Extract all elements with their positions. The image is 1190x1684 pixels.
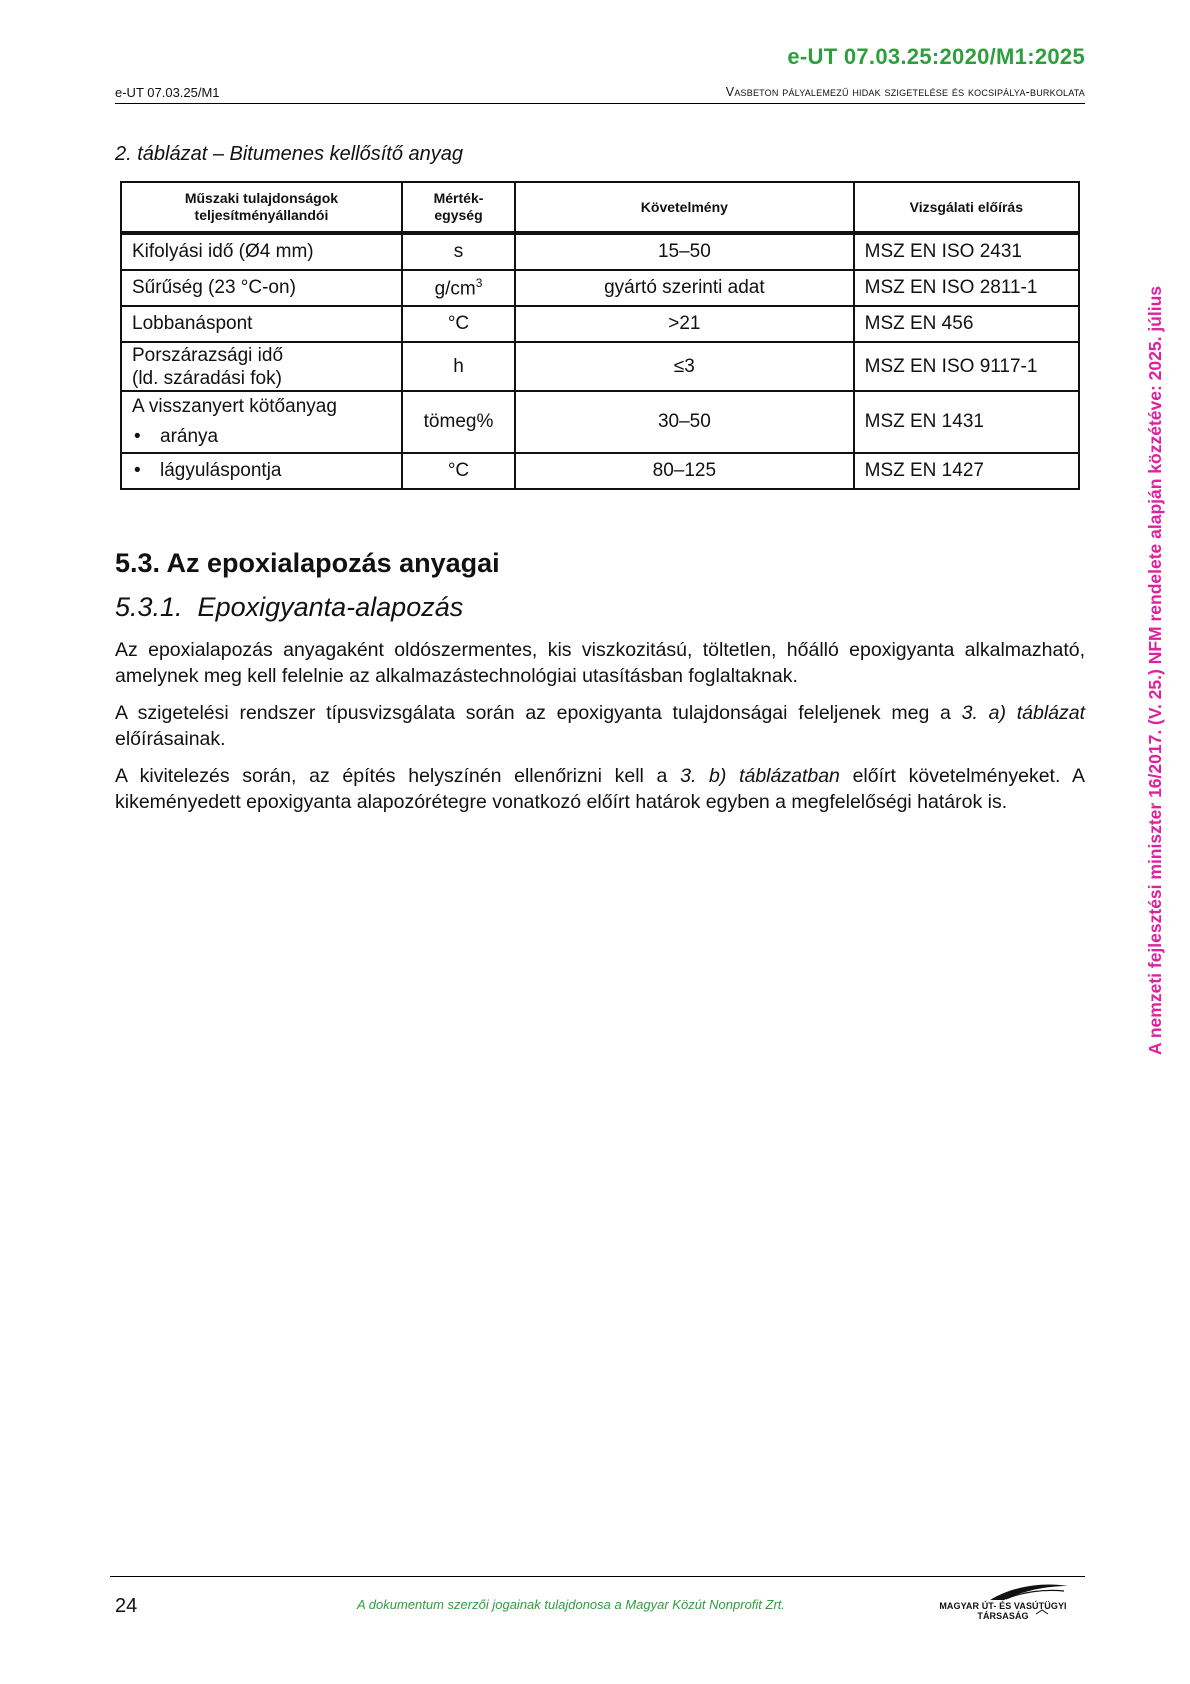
header-property-line2: teljesítményállandói xyxy=(194,207,329,223)
property-line2: (ld. száradási fok) xyxy=(132,367,282,389)
footer-divider xyxy=(110,1576,1085,1577)
footer-copyright: A dokumentum szerzői jogainak tulajdonosa a Magyar Közút Nonprofit Zrt. xyxy=(357,1597,786,1612)
table-row xyxy=(121,270,1079,306)
table-header-row xyxy=(121,182,1079,233)
header-divider xyxy=(115,103,1085,104)
paragraph-3-text-b: előírt követelményeket. A kikeményedett epoxigyanta alapozórétegre vonatkozó előírt határok egyben a megfelelőségi határok is. xyxy=(115,765,1085,813)
cell-standard: MSZ EN ISO 2431 xyxy=(854,233,1079,270)
table-row xyxy=(121,233,1079,270)
cell-standard: MSZ EN ISO 9117-1 xyxy=(854,342,1079,391)
header-requirement: Követelmény xyxy=(515,182,854,233)
cell-unit: s xyxy=(402,233,515,270)
cell-requirement: 30–50 xyxy=(515,391,854,453)
bullet-marker: • xyxy=(134,426,141,447)
publication-side-note: A nemzeti fejlesztési miniszter 16/2017. (V. 25.) NFM rendelete alapján közzétéve: 2025. július xyxy=(1145,285,1165,1055)
page-number: 24 xyxy=(115,1595,138,1617)
cell-property xyxy=(121,453,402,489)
cell-unit: °C xyxy=(402,306,515,342)
property-line2: aránya xyxy=(160,426,219,447)
paragraph-3-text-a: A kivitelezés során, az építés helyszínén ellenőrizni kell a xyxy=(115,765,681,787)
table-row xyxy=(121,391,1079,453)
unit-superscript: 3 xyxy=(475,275,483,290)
cell-unit: °C xyxy=(402,453,515,489)
section-heading: 5.3. Az epoxialapozás anyagai xyxy=(115,548,500,578)
cell-requirement: 80–125 xyxy=(515,453,854,489)
header-unit-line1: Mérték- xyxy=(433,190,484,206)
cell-standard: MSZ EN 1427 xyxy=(854,453,1079,489)
paragraph-2-text-b: előírásainak. xyxy=(115,728,226,750)
bullet-marker: • xyxy=(134,460,141,481)
table-reference: 3. b) táblázatban xyxy=(680,765,840,787)
paragraph-2 xyxy=(115,700,1085,752)
property-line1: A visszanyert kötőanyag xyxy=(132,396,337,417)
cell-property xyxy=(121,391,402,453)
cell-property: Lobbanáspont xyxy=(121,306,402,342)
header-unit-line2: egység xyxy=(434,207,483,223)
subsection-heading: 5.3.1. Epoxigyanta-alapozás xyxy=(115,592,464,622)
cell-property xyxy=(121,342,402,391)
header-running-title: Vasbeton pályalemezű hidak szigetelése és kocsipálya-burkolata xyxy=(725,85,1085,99)
table-caption: 2. táblázat – Bitumenes kellősítő anyag xyxy=(115,143,463,165)
unit-base: g/cm xyxy=(434,278,476,300)
header-left-code: e-UT 07.03.25/M1 xyxy=(115,85,220,100)
header-property-line1: Műszaki tulajdonságok xyxy=(184,190,339,206)
header-property xyxy=(121,182,402,233)
cell-standard: MSZ EN 456 xyxy=(854,306,1079,342)
cell-property: Kifolyási idő (Ø4 mm) xyxy=(121,233,402,270)
cell-standard: MSZ EN ISO 2811-1 xyxy=(854,270,1079,306)
table-row xyxy=(121,453,1079,489)
property-line1: Porszárazsági idő xyxy=(132,344,284,366)
cell-requirement: ≤3 xyxy=(515,342,854,391)
paragraph-2-text-a: A szigetelési rendszer típusvizsgálata során az epoxigyanta tulajdonságai feleljenek meg a xyxy=(115,702,962,724)
header-unit xyxy=(402,182,515,233)
table-row xyxy=(121,342,1079,391)
cell-requirement: >21 xyxy=(515,306,854,342)
property-text: lágyuláspontja xyxy=(160,460,282,481)
cell-requirement: gyártó szerinti adat xyxy=(515,270,854,306)
document-code: e-UT 07.03.25:2020/M1:2025 xyxy=(787,44,1085,69)
cell-requirement: 15–50 xyxy=(515,233,854,270)
table-row xyxy=(121,306,1079,342)
cell-standard: MSZ EN 1431 xyxy=(854,391,1079,453)
cell-property: Sűrűség (23 °C-on) xyxy=(121,270,402,306)
paragraph-1: Az epoxialapozás anyagaként oldószermentes, kis viszkozitású, töltetlen, hőálló epoxigyanta alkalmazható, amelynek meg kell felelnie az alkalmazástechnológiai utasításban foglaltaknak. xyxy=(115,639,1085,687)
cell-unit xyxy=(402,270,515,306)
table-reference: 3. a) táblázat xyxy=(961,702,1086,724)
cell-unit: h xyxy=(402,342,515,391)
cell-unit: tömeg% xyxy=(402,391,515,453)
society-logo-text: MAGYAR ÚT- ÉS VASÚTÜGYI TÁRSASÁG xyxy=(939,1601,1067,1621)
header-standard: Vizsgálati előírás xyxy=(854,182,1079,233)
specification-table xyxy=(120,181,1080,490)
paragraph-3 xyxy=(115,763,1085,815)
